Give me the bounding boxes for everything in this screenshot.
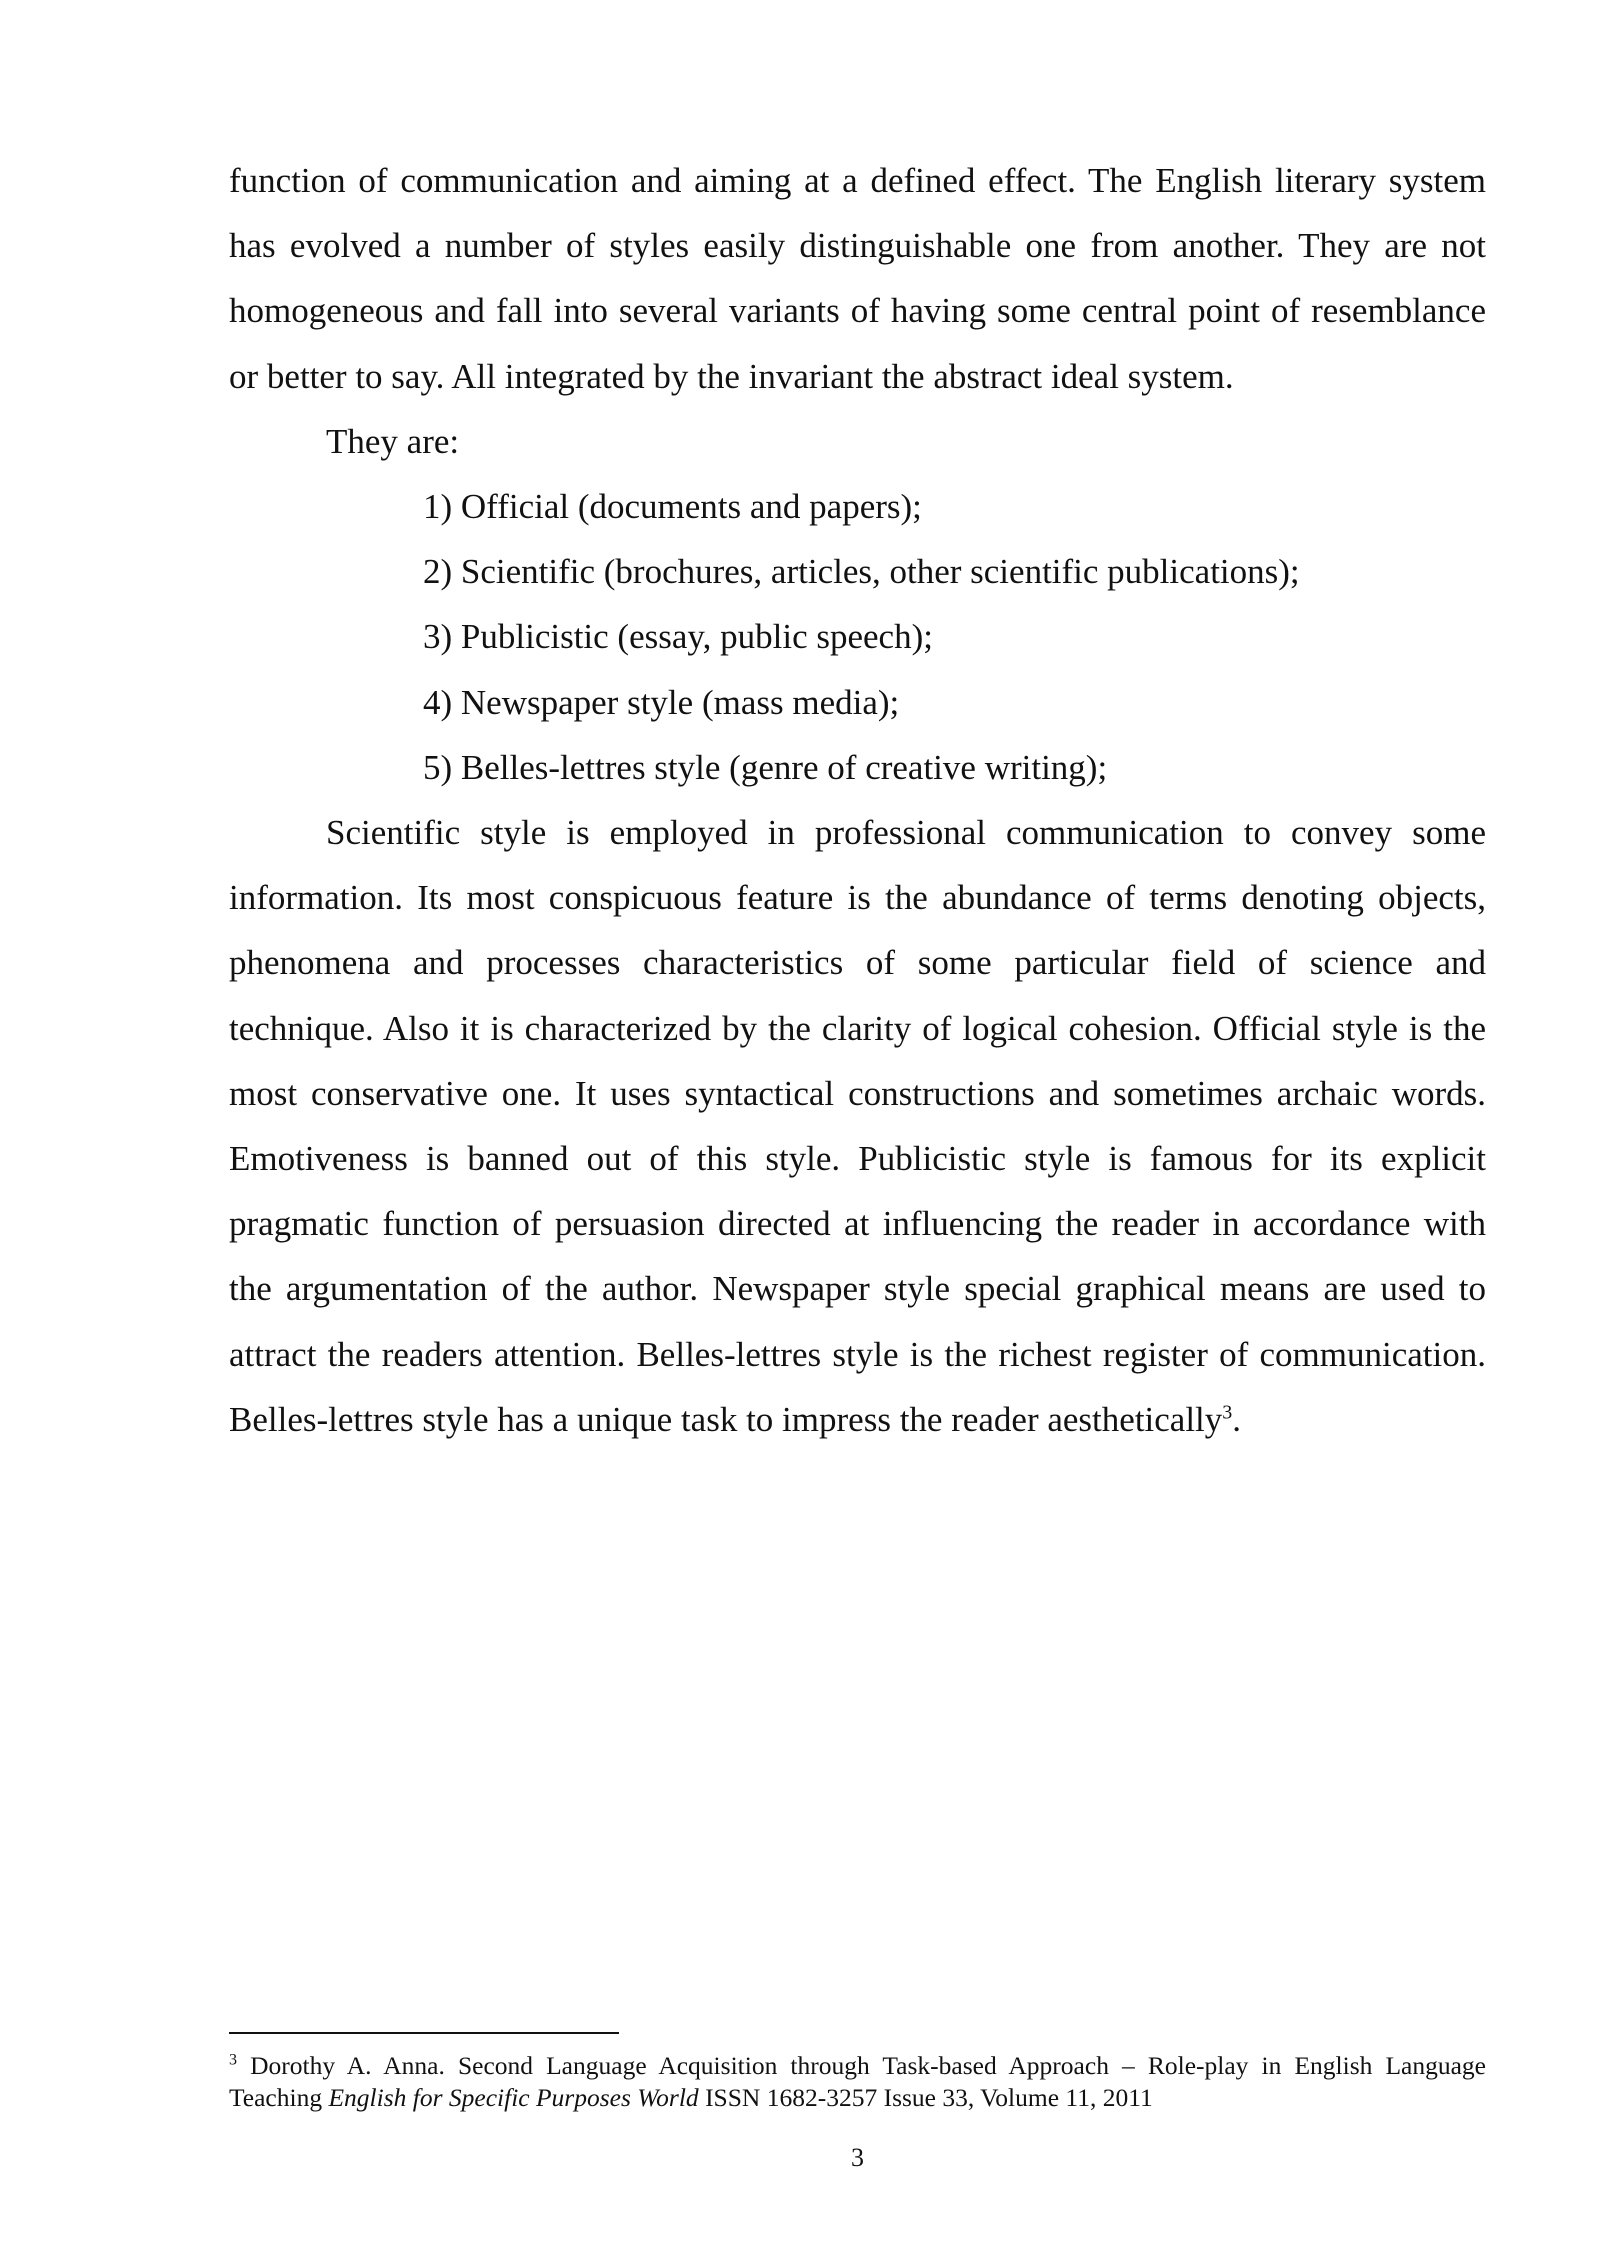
page-number: 3 — [851, 2143, 864, 2172]
paragraph-they-are: They are: — [326, 421, 460, 461]
body-text — [229, 148, 1486, 1452]
paragraph-styles-description — [229, 800, 1486, 1452]
footnote-text-end: ISSN 1682-3257 Issue 33, Volume 11, 2011 — [698, 2083, 1153, 2112]
footnote-reference[interactable]: 3 — [1222, 1401, 1233, 1424]
footnote-separator — [229, 2032, 619, 2034]
list-item-official: 1) Official (documents and papers); — [423, 487, 922, 527]
list-item-newspaper: 4) Newspaper style (mass media); — [423, 682, 900, 722]
list-item-publicistic: 3) Publicistic (essay, public speech); — [423, 617, 933, 657]
paragraph-styles-text: Scientific style is employed in professional communication to convey some information. Its most conspicuous feature is the abundance of terms denoting objects, phenomena and processes characteristics of some particular field of science and technique. Also it is characterized by the clarity of logical cohesion. Official style is the most conservative one. It uses syntactical constructions and sometimes archaic words. Emotiveness is banned out of this style. Publicistic style is famous for its explicit pragmatic function of persuasion directed at influencing the reader in accordance with the argumentation of the author. Newspaper style special graphical means are used to attract the readers attention. Belles-lettres style is the richest register of communication. Belles-lettres style has a unique task to impress the reader aesthetically — [229, 813, 1486, 1439]
list-item-scientific: 2) Scientific (brochures, articles, other scientific publications); — [423, 552, 1300, 592]
paragraph-end-punctuation: . — [1232, 1399, 1242, 1439]
footnote-marker: 3 — [229, 2051, 237, 2069]
footnote-text-start: Dorothy A. Anna. Second Language Acquisition through Task-based Approach – Role-play in English Language Teaching — [229, 2051, 1486, 2112]
paragraph-intro: function of communication and aiming at a defined effect. The English literary system has evolved a number of styles easily distinguishable one from another. They are not homogeneous and fall into several variants of having some central point of resemblance or better to say. All integrated by the invariant the abstract ideal system. — [229, 161, 1486, 396]
list-item-belles-lettres: 5) Belles-lettres style (genre of creative writing); — [423, 747, 1108, 787]
footnote — [229, 2050, 1486, 2114]
footnote-journal-title: English for Specific Purposes World — [328, 2083, 699, 2112]
